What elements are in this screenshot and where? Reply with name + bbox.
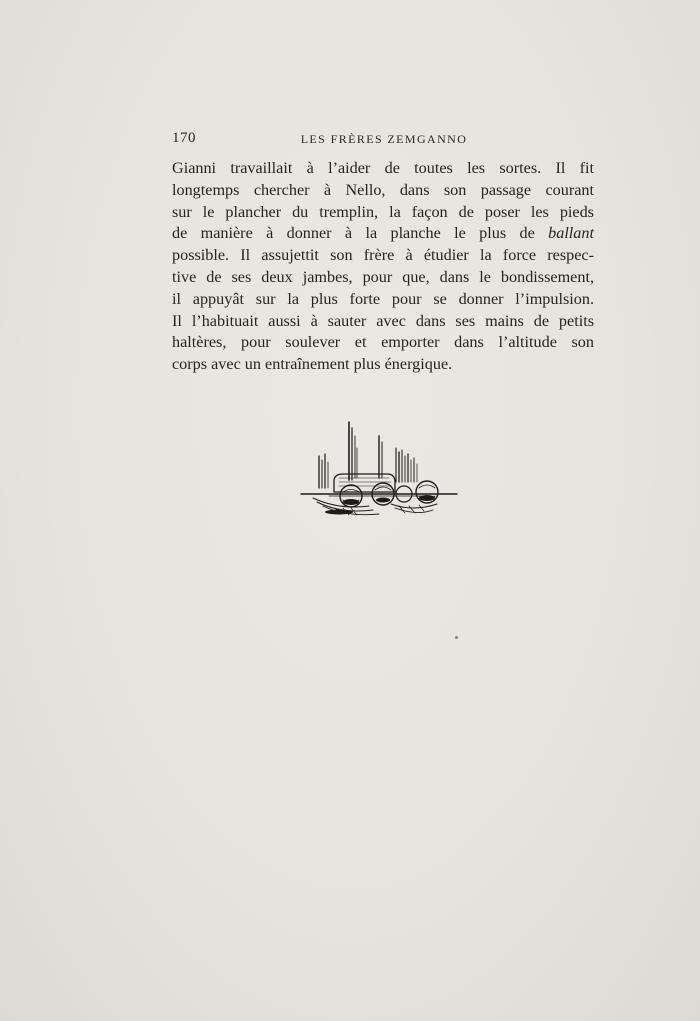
text-line: Il l’habituait aussi à sauter avec dans ses mains de petits <box>172 311 594 330</box>
italic-word: ballant <box>548 224 594 243</box>
running-head <box>172 130 594 154</box>
book-title: LES FRÈRES ZEMGANNO <box>300 132 468 146</box>
body-paragraph <box>172 158 594 376</box>
text-line: possible. Il assujettit son frère à étudier la force respec- <box>172 246 594 265</box>
dumbbell-vignette-illustration <box>299 418 459 522</box>
text-line: sur le plancher du tremplin, la façon de poser les pieds <box>172 202 594 221</box>
text-line-start: de manière à donner à la planche le plus de <box>172 224 535 243</box>
text-line: corps avec un entraînement plus énergique. <box>172 355 453 374</box>
text-line-with-italic <box>172 223 594 245</box>
text-line: Gianni travaillait à l’aider de toutes les sortes. Il fit <box>172 159 594 177</box>
text-line: longtemps chercher à Nello, dans son passage courant <box>172 180 594 199</box>
text-line: tive de ses deux jambes, pour que, dans le bondissement, <box>172 267 594 286</box>
page-number: 170 <box>172 130 196 146</box>
paper-speck <box>455 636 458 639</box>
text-line: il appuyât sur la plus forte pour se donner l’impulsion. <box>172 289 594 308</box>
text-line: haltères, pour soulever et emporter dans l’altitude son <box>172 333 594 352</box>
